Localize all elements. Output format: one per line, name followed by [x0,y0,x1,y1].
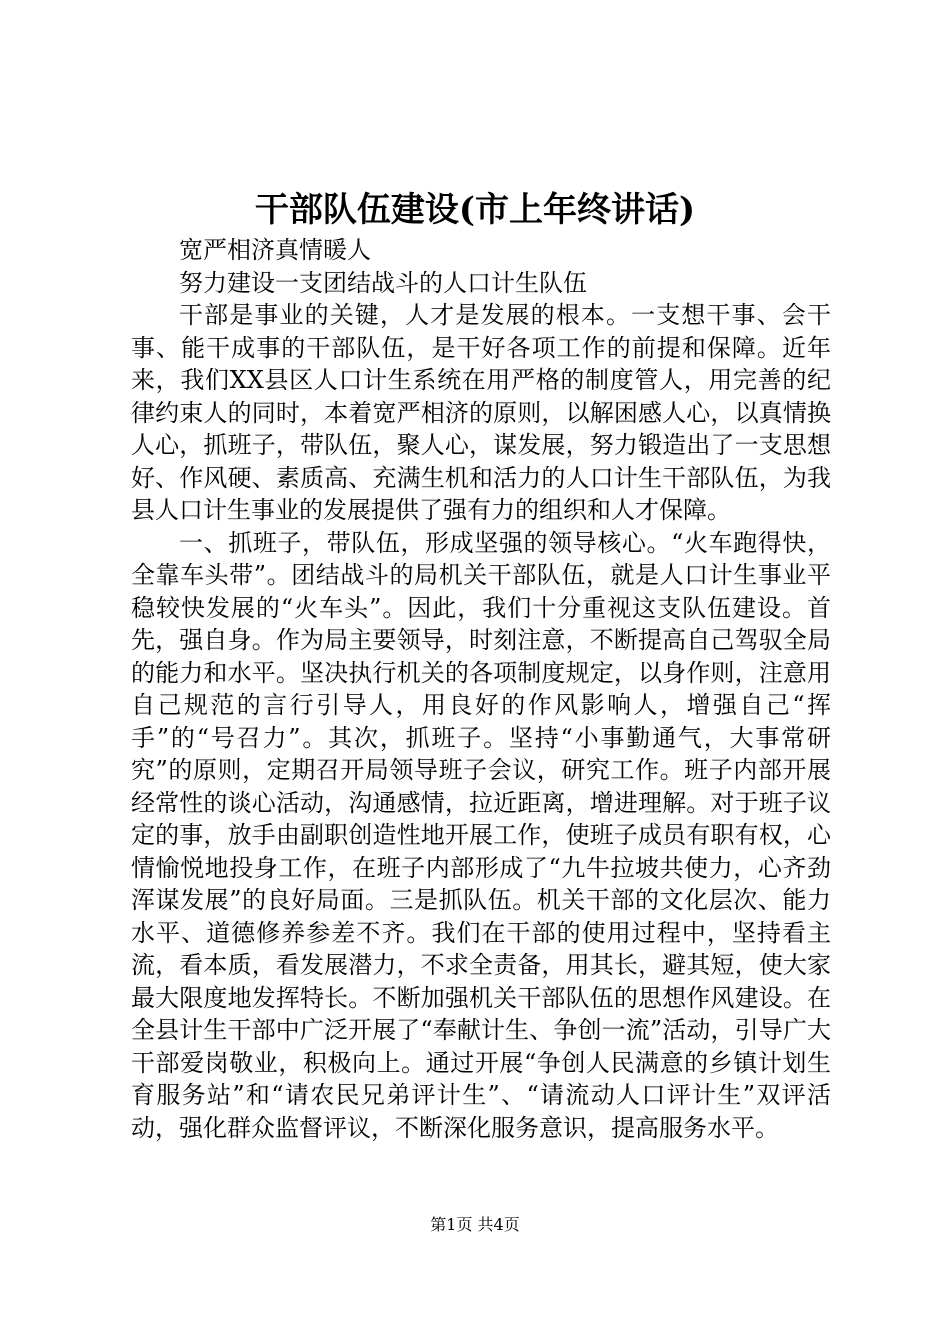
document-body [131,234,831,1144]
page-number: 第1页 共4页 [430,1215,520,1234]
body-paragraph-section-1: 一、抓班子，带队伍，形成坚强的领导核心。“火车跑得快，全靠车头带”。团结战斗的局机关干部队伍，就是人口计生事业平稳较快发展的“火车头”。因此，我们十分重视这支队伍建设。首先，强自身。作为局主要领导，时刻注意，不断提高自己驾驭全局的能力和水平。坚决执行机关的各项制度规定，以身作则，注意用自己规范的言行引导人，用良好的作风影响人，增强自己“挥手”的“号召力”。其次，抓班子。坚持“小事勤通气，大事常研究”的原则，定期召开局领导班子会议，研究工作。班子内部开展经常性的谈心活动，沟通感情，拉近距离，增进理解。对于班子议定的事，放手由副职创造性地开展工作，使班子成员有职有权，心情愉悦地投身工作，在班子内部形成了“九牛拉坡共使力，心齐劲浑谋发展”的良好局面。三是抓队伍。机关干部的文化层次、能力水平、道德修养参差不齐。我们在干部的使用过程中，坚持看主流，看本质，看发展潜力，不求全责备，用其长，避其短，使大家最大限度地发挥特长。不断加强机关干部队伍的思想作风建设。在全县计生干部中广泛开展了“奉献计生、争创一流”活动，引导广大干部爱岗敬业，积极向上。通过开展“争创人民满意的乡镇计划生育服务站”和“请农民兄弟评计生”、“请流动人口评计生”双评活动，强化群众监督评议，不断深化服务意识，提高服务水平。 [131,528,831,1142]
body-paragraph-intro: 干部是事业的关键，人才是发展的根本。一支想干事、会干事、能干成事的干部队伍，是干好各项工作的前提和保障。近年来，我们XX县区人口计生系统在用严格的制度管人，用完善的纪律约束人的同时，本着宽严相济的原则，以解困感人心，以真情换人心，抓班子，带队伍，聚人心，谋发展，努力锻造出了一支思想好、作风硬、素质高、充满生机和活力的人口计生干部队伍，为我县人口计生事业的发展提供了强有力的组织和人才保障。 [131,301,831,524]
subtitle-line-1: 宽严相济真情暖人 [179,236,371,264]
subtitle-line-2: 努力建设一支团结战斗的人口计生队伍 [179,268,587,297]
document-title: 干部队伍建设(市上年终讲话) [254,190,696,230]
